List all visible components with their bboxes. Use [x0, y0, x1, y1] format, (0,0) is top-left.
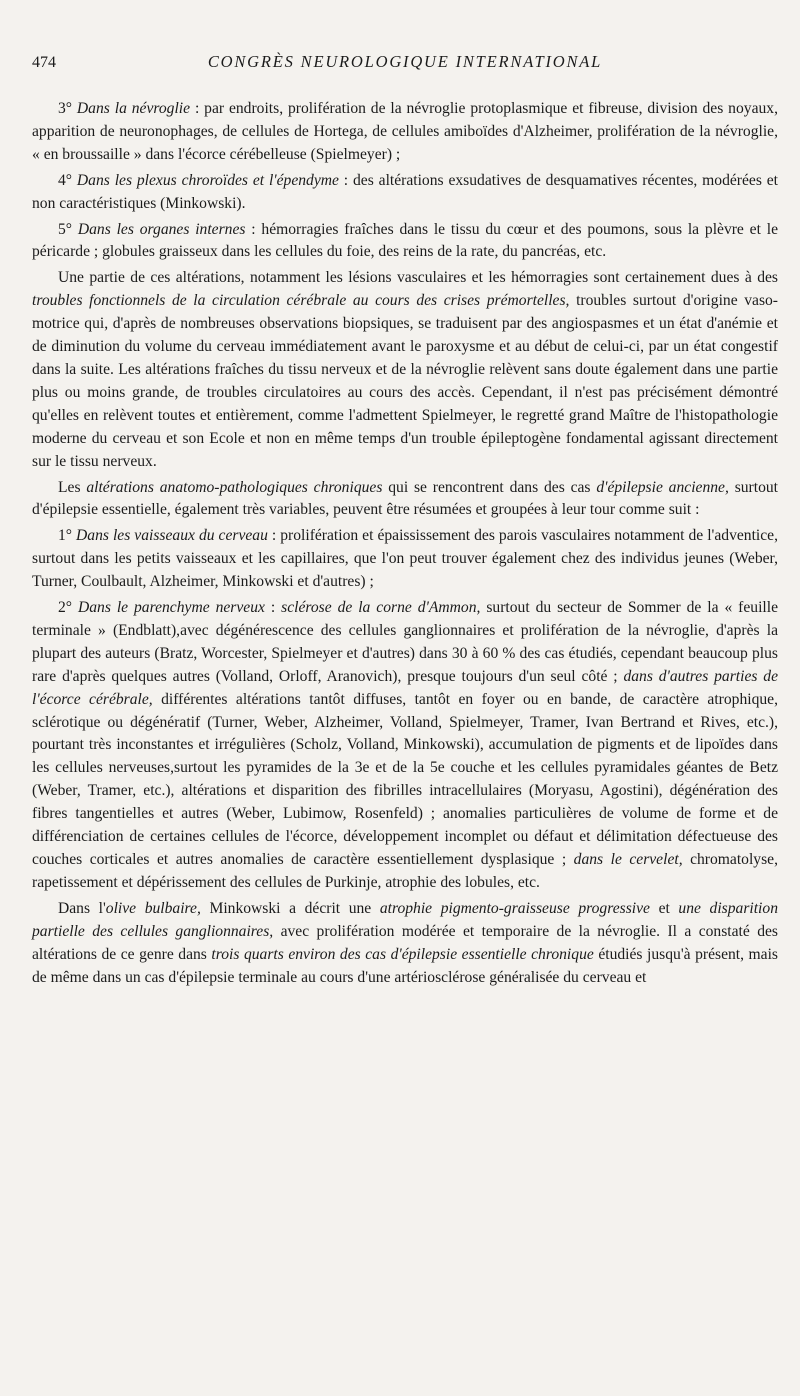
page-number: 474	[32, 54, 56, 71]
paragraph-alterations-chroniques: Les altérations anatomo-pathologiques chroniques qui se rencontrent dans des cas d'épilepsie ancienne, surtout d'épilepsie essentielle, également très variables, peuvent être résumées et groupées à leur tour comme suit :	[32, 478, 779, 519]
paragraph-nevroglie: 3° Dans la névroglie : par endroits, prolifération de la névroglie protoplasmique et fibreuse, division des noyaux, apparition de neuronophages, de cellules de Hortega, de cellules amiboïdes d'Alzheimer, prolifération de la névroglie, « en broussaille » dans l'écorce cérébelleuse (Spielmeyer) ;	[32, 100, 778, 163]
paragraph-parenchyme: 2° Dans le parenchyme nerveux : sclérose de la corne d'Ammon, surtout du secteur de Sommer de la « feuille terminale » (Endblatt),avec dégénérescence des cellules ganglionnaires et prolifération de la névroglie, d'après la plupart des auteurs (Bratz, Worcester, Spielmeyer et d'autres) dans 30 à 60 % des cas étudiés, cependant beaucoup plus rare d'après quelques autres (Volland, Orloff, Aranovich), presque toujours d'un seul côté ; dans d'autres parties de l'écorce cérébrale, différentes altérations tantôt diffuses, tantôt en foyer ou en bande, de caractère atrophique, sclérotique ou dégénératif (Turner, Weber, Alzheimer, Volland, Spielmeyer, Tramer, Ivan Bertrand et Rives, etc.), pourtant très inconstantes et irrégulières (Scholz, Volland, Minkowski), accumulation de pigments et de lipoïdes dans les cellules nerveuses,surtout les pyramides de la 3e et de la 5e couche et les cellules pyramidales géantes de Betz (Weber, Tramer, etc.), altérations et disparition des fibrilles intracellulaires (Moryasu, Agostini), dégénération des fibres tangentielles et autres (Weber, Lubimow, Rosenfeld) ; anomalies particulières de volume de forme et de différenciation de certaines cellules de l'écorce, développement incomplet ou défaut et délimitation défectueuse des couches corticales et autres anomalies de caractère essentiellement dysplasique ; dans le cervelet, chromatolyse, rapetissement et dépérissement des cellules de Purkinje, atrophie des lobules, etc.	[32, 599, 779, 891]
page-header	[32, 52, 778, 88]
paragraph-plexus: 4° Dans les plexus chroroïdes et l'épendyme : des altérations exsudatives de desquamatives récentes, modérées et non caractéristiques (Minkowski).	[32, 171, 779, 212]
paragraph-vaisseaux: 1° Dans les vaisseaux du cerveau : prolifération et épaississement des parois vasculaires notamment de l'adventice, surtout dans les petits vaisseaux et les capillaires, que l'on peut trouver également chez des individus jeunes (Weber, Turner, Coulbault, Alzheimer, Minkowski et d'autres) ;	[32, 527, 778, 591]
running-title: CONGRÈS NEUROLOGIQUE INTERNATIONAL	[207, 52, 603, 71]
body-text	[32, 98, 778, 989]
paragraph-organes-internes: 5° Dans les organes internes : hémorragies fraîches dans le tissu du cœur et des poumons, sous la plèvre et le péricarde ; globules graisseux dans les cellules du foie, des reins de la rate, du pancréas, etc.	[32, 220, 778, 261]
paragraph-alterations-fonctionnelles: Une partie de ces altérations, notamment les lésions vasculaires et les hémorragies sont certainement dues à des troubles fonctionnels de la circulation cérébrale au cours des crises prémortelles, troubles surtout d'origine vaso-motrice qui, d'après de nombreuses observations biopsiques, se traduisent par des angiospasmes et un état d'anémie et de diminution du volume du cerveau immédiatement avant le paroxysme et au début de celui-ci, par un état congestif dans la suite. Les altérations fraîches du tissu nerveux et de la névroglie relèvent sans doute également dans une partie plus ou moins grande, de troubles circulatoires au cours des accès. Cependant, il n'est pas précisément démontré qu'elles en relèvent toutes et entièrement, comme l'admettent Spielmeyer, le regretté grand Maître de l'histopathologie moderne du cerveau et son Ecole et non en même temps d'un trouble épileptogène fondamental agissant directement sur le tissu nerveux.	[32, 269, 779, 470]
paragraph-olive-bulbaire: Dans l'olive bulbaire, Minkowski a décrit une atrophie pigmento-graisseuse progressive et une disparition partielle des cellules ganglionnaires, avec prolifération modérée et temporaire de la névroglie. Il a constaté des altérations de ce genre dans trois quarts environ des cas d'épilepsie essentielle chronique étudiés jusqu'à présent, mais de même dans un cas d'épilepsie terminale au cours d'une artériosclérose généralisée du cerveau et	[32, 899, 779, 986]
